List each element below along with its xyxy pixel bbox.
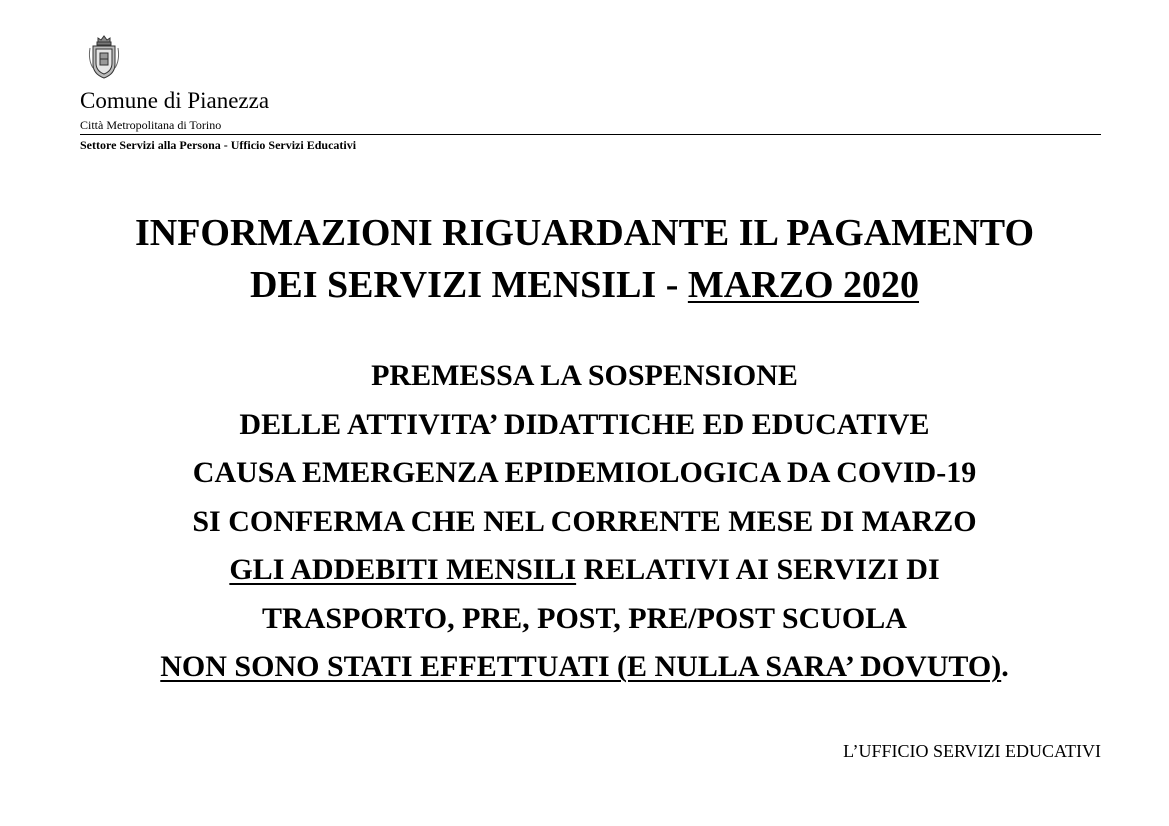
body-line-5-rest: RELATIVI AI SERVIZI DI xyxy=(576,553,940,586)
body-line-2: DELLE ATTIVITA’ DIDATTICHE ED EDUCATIVE xyxy=(239,407,930,441)
body-line-6: TRASPORTO, PRE, POST, PRE/POST SCUOLA xyxy=(262,601,907,635)
municipal-crest-icon xyxy=(87,34,121,80)
title-line-2 xyxy=(0,259,1169,311)
body-line-7-end: . xyxy=(1001,650,1009,683)
municipality-name: Comune di Pianezza xyxy=(80,88,270,113)
title-line-1: INFORMAZIONI RIGUARDANTE IL PAGAMENTO xyxy=(134,212,1035,254)
body-line-1: PREMESSA LA SOSPENSIONE xyxy=(371,359,798,392)
department-name: Settore Servizi alla Persona - Ufficio Servizi Educativi xyxy=(80,138,357,152)
body-line-5 xyxy=(0,546,1169,595)
title-month: MARZO 2020 xyxy=(687,264,920,306)
notice-title xyxy=(0,207,1169,311)
body-line-7-underlined: NON SONO STATI EFFETTUATI (E NULLA SARA’ DOVUTO) xyxy=(160,650,1002,683)
province-name: Città Metropolitana di Torino xyxy=(80,118,222,132)
body-line-3: CAUSA EMERGENZA EPIDEMIOLOGICA DA COVID-19 xyxy=(192,456,977,489)
header-divider xyxy=(80,134,1101,135)
office-signature: L’UFFICIO SERVIZI EDUCATIVI xyxy=(843,741,1101,761)
title-line-2-prefix: DEI SERVIZI MENSILI - xyxy=(249,264,688,306)
body-line-5-underlined: GLI ADDEBITI MENSILI xyxy=(229,553,577,586)
body-line-4: SI CONFERMA CHE NEL CORRENTE MESE DI MARZO xyxy=(192,504,977,538)
body-line-7 xyxy=(0,643,1169,692)
notice-body xyxy=(0,352,1169,692)
